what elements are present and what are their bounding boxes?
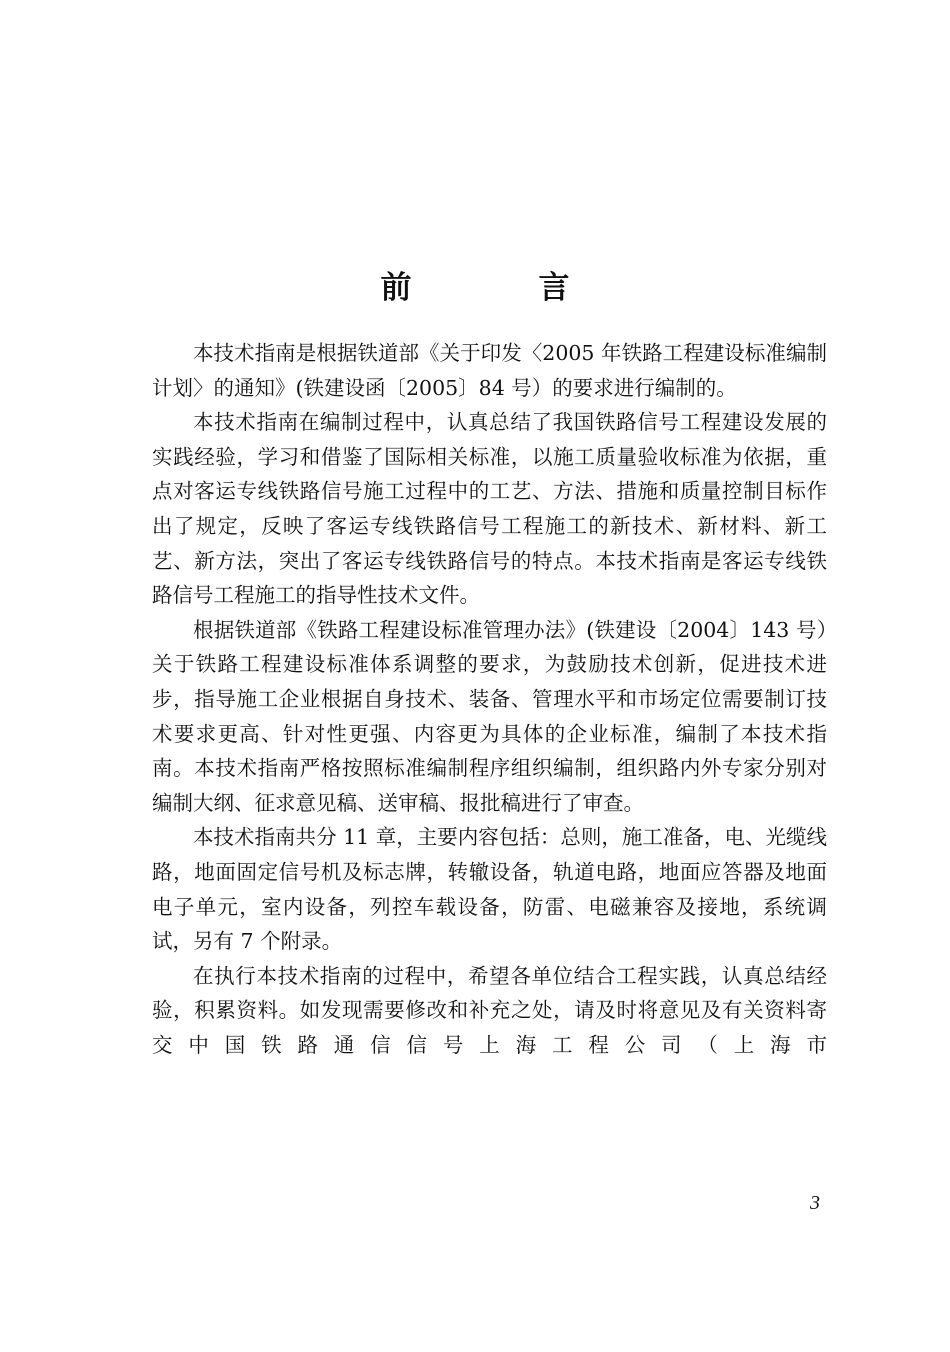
page-number: 3 <box>810 1192 820 1214</box>
page-title: 前 言 <box>380 270 618 306</box>
body-text <box>152 336 827 1062</box>
paragraph-3: 根据铁道部《铁路工程建设标准管理办法》(铁建设〔2004〕143 号）关于铁路工程建设标准体系调整的要求，为鼓励技术创新，促进技术进步，指导施工企业根据自身技术、装备、管理水平和市场定位需要制订技术要求更高、针对性更强、内容更为具体的企业标准，编制了本技术指南。本技术指南严格按照标准编制程序组织编制，组织路内外专家分别对编制大纲、征求意见稿、送审稿、报批稿进行了审查。 <box>152 617 827 815</box>
paragraph-5: 在执行本技术指南的过程中，希望各单位结合工程实践，认真总结经验，积累资料。如发现需要修改和补充之处，请及时将意见及有关资料寄交中国铁路通信信号上海工程公司（上海市 <box>152 963 827 1057</box>
paragraph-4: 本技术指南共分 11 章，主要内容包括：总则，施工准备，电、光缆线路，地面固定信号机及标志牌，转辙设备，轨道电路，地面应答器及地面电子单元，室内设备，列控车载设备，防雷、电磁兼容及接地，系统调试，另有 7 个附录。 <box>152 825 827 954</box>
paragraph-1: 本技术指南是根据铁道部《关于印发〈2005 年铁路工程建设标准编制计划〉的通知》(铁建设函〔2005〕84 号）的要求进行编制的。 <box>152 341 827 400</box>
paragraph-2: 本技术指南在编制过程中，认真总结了我国铁路信号工程建设发展的实践经验，学习和借鉴了国际相关标准，以施工质量验收标准为依据，重点对客运专线铁路信号施工过程中的工艺、方法、措施和质量控制目标作出了规定，反映了客运专线铁路信号工程施工的新技术、新材料、新工艺、新方法，突出了客运专线铁路信号的特点。本技术指南是客运专线铁路信号工程施工的指导性技术文件。 <box>152 410 827 608</box>
